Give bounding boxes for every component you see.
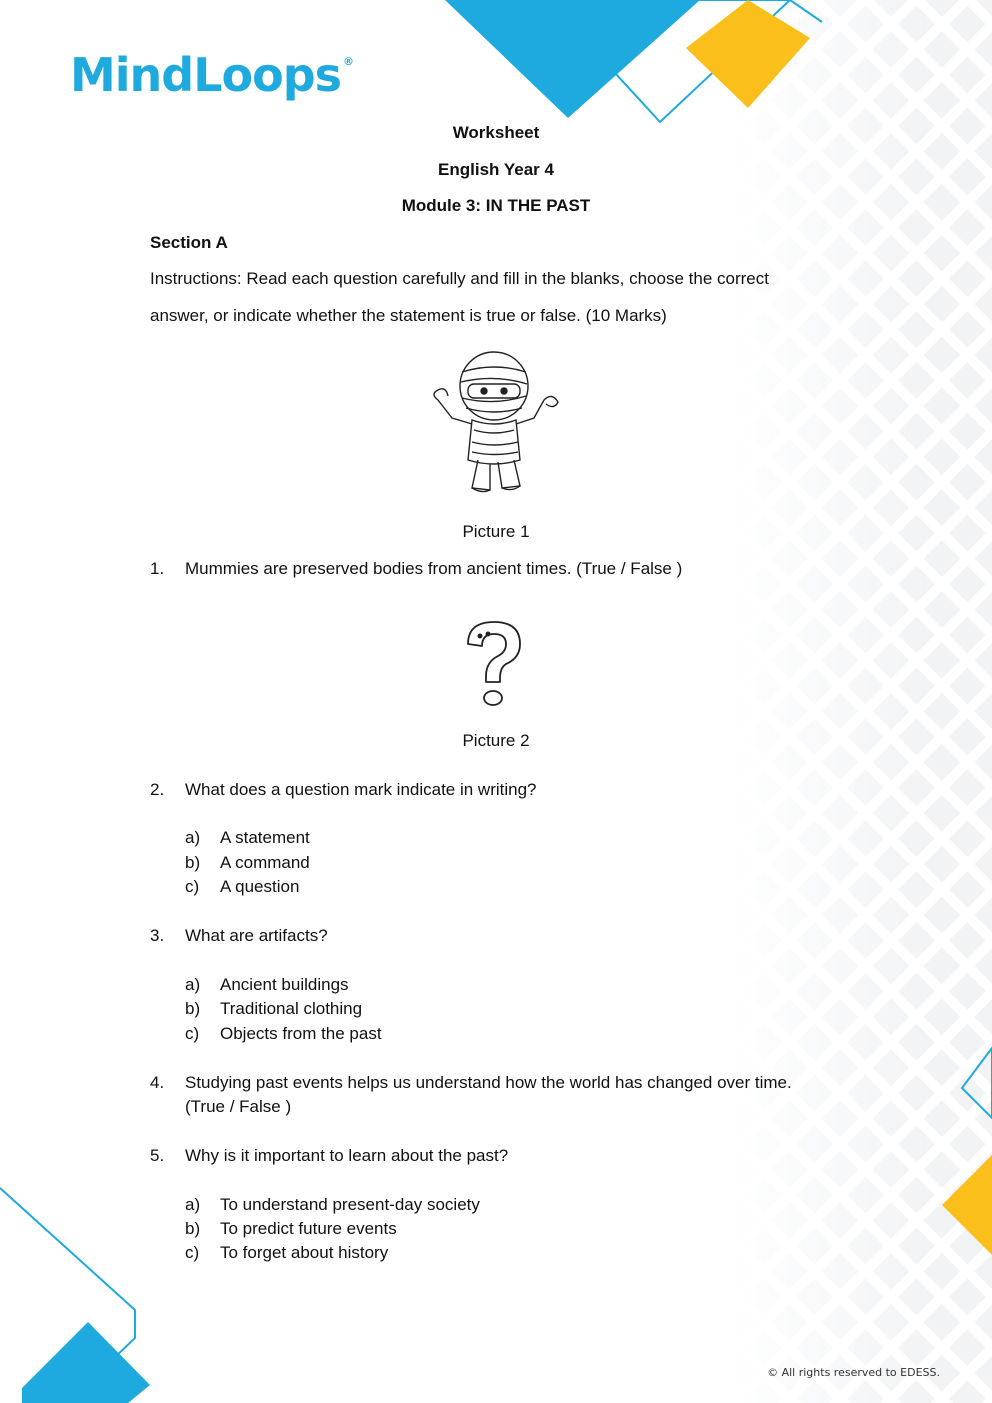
subject-title: English Year 4 [438, 160, 554, 179]
question-2-text: What does a question mark indicate in writing? [185, 780, 537, 799]
blue-triangle-top [445, 0, 700, 118]
mindloops-logo [70, 48, 354, 102]
option-text: To forget about history [220, 1243, 389, 1262]
option-letter: c) [185, 1024, 200, 1043]
option-text: To understand present-day society [220, 1195, 480, 1214]
option-text: A command [220, 853, 310, 872]
picture-2-caption: Picture 2 [462, 731, 530, 750]
option-letter: a) [185, 828, 201, 847]
instructions-line-2: answer, or indicate whether the statement is true or false. (10 Marks) [150, 306, 667, 325]
blue-diamond-bottom [22, 1322, 150, 1403]
option-letter: a) [185, 975, 201, 994]
option-letter: b) [185, 999, 201, 1018]
option-text: A question [220, 877, 300, 896]
worksheet-title: Worksheet [452, 123, 540, 142]
question-5-text: Why is it important to learn about the past? [185, 1146, 509, 1165]
question-4-text-line-2: (True / False ) [185, 1097, 292, 1116]
option-text: Traditional clothing [220, 999, 363, 1018]
mummy-icon [428, 348, 562, 498]
registered-mark: ® [343, 55, 354, 68]
question-5-number: 5. [150, 1146, 165, 1165]
section-heading: Section A [150, 233, 228, 252]
question-3-number: 3. [150, 926, 165, 945]
question-4-number: 4. [150, 1073, 165, 1092]
option-text: A statement [220, 828, 310, 847]
question-1-number: 1. [150, 559, 165, 578]
option-text: Ancient buildings [220, 975, 349, 994]
option-letter: c) [185, 877, 200, 896]
question-mark-icon [462, 620, 526, 710]
module-title: Module 3: IN THE PAST [401, 196, 591, 215]
copyright-footer: © All rights reserved to EDESS. [767, 1366, 940, 1379]
instructions-line-1: Instructions: Read each question carefully and fill in the blanks, choose the correct [150, 269, 769, 288]
option-text: Objects from the past [220, 1024, 382, 1043]
picture-1-caption: Picture 1 [462, 522, 530, 541]
option-letter: b) [185, 853, 201, 872]
question-3-text: What are artifacts? [185, 926, 328, 945]
logo-text: MindLoops [70, 48, 342, 102]
option-letter: a) [185, 1195, 201, 1214]
option-text: To predict future events [220, 1219, 397, 1238]
question-1-text: Mummies are preserved bodies from ancient times. (True / False ) [185, 559, 683, 578]
question-2-number: 2. [150, 780, 165, 799]
option-letter: c) [185, 1243, 200, 1262]
option-letter: b) [185, 1219, 201, 1238]
question-4-text: Studying past events helps us understand how the world has changed over time. [185, 1073, 792, 1092]
